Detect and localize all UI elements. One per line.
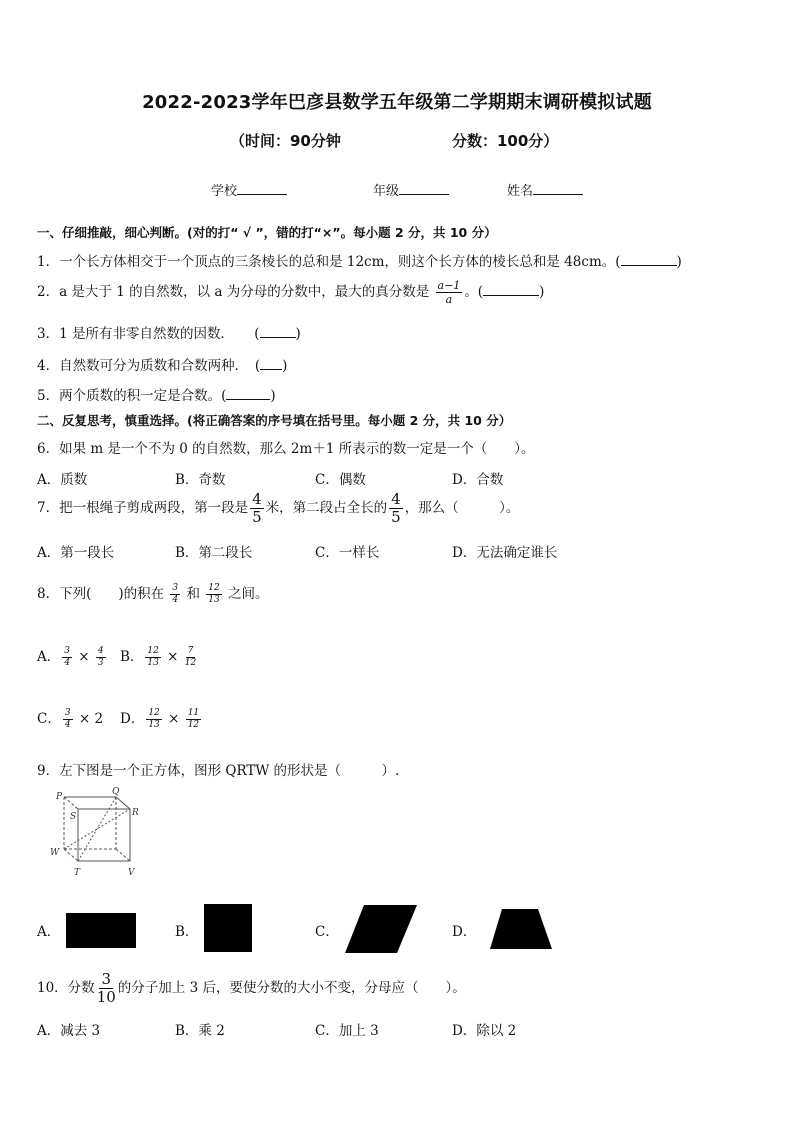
answer-blank[interactable] [483, 283, 539, 296]
trapezoid-shape[interactable] [488, 908, 554, 950]
label-t: T [74, 868, 81, 878]
label-q: Q [112, 787, 120, 797]
question-9: 9．左下图是一个正方体，图形 QRTW 的形状是（ ）. [37, 763, 400, 779]
question-2: 2．a 是大于 1 的自然数，以 a 为分母的分数中，最大的真分数是 $\frac{a-1}{a}$ 。( ) [37, 279, 545, 306]
q10-option-b[interactable]: B．乘 2 [175, 1023, 225, 1039]
q10-option-c[interactable]: C．加上 3 [315, 1023, 379, 1039]
question-1: 1．一个长方体相交于一个顶点的三条棱长的总和是 12cm，则这个长方体的棱长总和是 48cm。( ) [37, 254, 682, 270]
q9-option-a[interactable]: A． [37, 924, 61, 940]
q8-option-a[interactable]: A． $\frac{3}{4}$ × $\frac{4}{3}$ [37, 646, 104, 668]
exam-time: （时间：90分钟 [230, 132, 341, 150]
fraction: $\frac{a-1}{a}$ [437, 279, 461, 306]
q9-option-b[interactable]: B． [175, 924, 199, 940]
question-7: 7．把一根绳子剪成两段，第一段是 $\frac{4}{5}$ 米，第二段占全长的 $\frac{4}{5}$ ，那么（ ）。 [37, 490, 520, 526]
q7-option-a[interactable]: A．第一段长 [37, 545, 115, 561]
q7-option-c[interactable]: C．一样长 [315, 545, 380, 561]
answer-blank[interactable] [621, 253, 677, 266]
section1-heading: 一、仔细推敲，细心判断。(对的打“ √ ”，错的打“×”。每小题 2 分，共 10 分） [37, 225, 497, 240]
q7-option-b[interactable]: B．第二段长 [175, 545, 253, 561]
q7-option-d[interactable]: D．无法确定谁长 [452, 545, 558, 561]
rectangle-shape[interactable] [66, 913, 136, 948]
question-4: 4．自然数可分为质数和合数两种． ( ) [37, 358, 288, 374]
label-w: W [50, 848, 60, 858]
section2-heading: 二、反复思考，慎重选择。(将正确答案的序号填在括号里。每小题 2 分，共 10 分） [37, 413, 512, 428]
square-shape[interactable] [204, 904, 252, 952]
cube-front-face [78, 809, 130, 861]
answer-blank[interactable] [260, 357, 282, 370]
label-v: V [128, 868, 135, 878]
question-5: 5．两个质数的积一定是合数。( ) [37, 388, 276, 404]
q10-option-a[interactable]: A．减去 3 [37, 1023, 101, 1039]
q9-option-c[interactable]: C． [315, 924, 339, 940]
question-6: 6．如果 m 是一个不为 0 的自然数，那么 2m＋1 所表示的数一定是一个（ ）。 [37, 441, 535, 457]
question-8: 8．下列( )的积在 $\frac{3}{4}$ 和 $\frac{12}{13}$ 之间。 [37, 583, 269, 605]
parallelogram-shape[interactable] [344, 904, 418, 954]
q10-option-d[interactable]: D．除以 2 [452, 1023, 517, 1039]
q6-option-a[interactable]: A．质数 [37, 472, 88, 488]
answer-blank[interactable] [260, 325, 296, 338]
page-title: 2022-2023学年巴彦县数学五年级第二学期期末调研模拟试题 [142, 92, 652, 113]
label-r: R [132, 808, 139, 818]
label-s: S [70, 812, 77, 822]
exam-score: 分数：100分） [452, 132, 559, 150]
cube-figure [44, 785, 164, 880]
q8-option-d[interactable]: D． $\frac{12}{13}$ × $\frac{11}{12}$ [120, 708, 200, 730]
q6-option-b[interactable]: B．奇数 [175, 472, 226, 488]
q8-option-b[interactable]: B． $\frac{12}{13}$ × $\frac{7}{12}$ [120, 646, 197, 668]
name-field[interactable]: 姓名 [507, 180, 583, 199]
label-p: P [56, 792, 63, 802]
grade-field[interactable]: 年级 [373, 180, 449, 199]
answer-blank[interactable] [226, 387, 270, 400]
q6-option-c[interactable]: C．偶数 [315, 472, 366, 488]
question-3: 3．1 是所有非零自然数的因数． ( ) [37, 326, 301, 342]
school-field[interactable]: 学校 [211, 180, 287, 199]
q6-option-d[interactable]: D．合数 [452, 472, 504, 488]
q8-option-c[interactable]: C． $\frac{3}{4}$ × 2 [37, 708, 104, 730]
question-10: 10．分数 $\frac{3}{10}$ 的分子加上 3 后，要使分数的大小不变，分母应（ ）。 [37, 970, 466, 1006]
q9-option-d[interactable]: D． [452, 924, 477, 940]
